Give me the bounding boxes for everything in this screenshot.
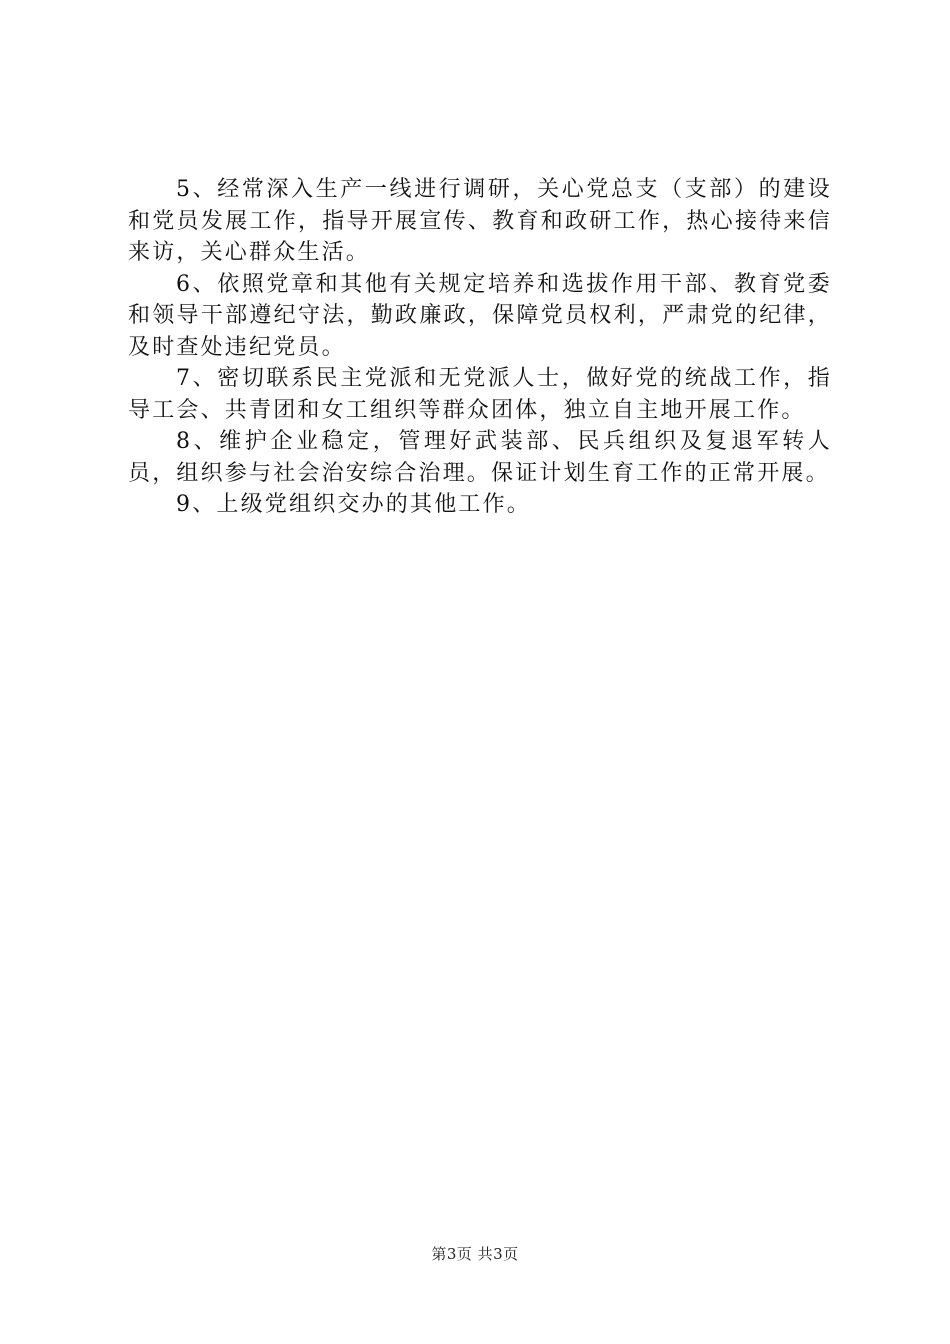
paragraph-item-7: 7、密切联系民主党派和无党派人士，做好党的统战工作，指导工会、共青团和女工组织等群众团体，独立自主地开展工作。 [128,366,832,423]
paragraph-item-8: 8、维护企业稳定，管理好武装部、民兵组织及复退军转人员，组织参与社会治安综合治理。保证计划生育工作的正常开展。 [128,429,832,486]
document-body [128,174,832,521]
paragraph-item-9: 9、上级党组织交办的其他工作。 [176,492,531,517]
paragraph-item-5: 5、经常深入生产一线进行调研，关心党总支（支部）的建设和党员发展工作，指导开展宣传、教育和政研工作，热心接待来信来访，关心群众生活。 [128,177,832,265]
paragraph-item-6: 6、依照党章和其他有关规定培养和选拔作用干部、教育党委和领导干部遵纪守法，勤政廉政，保障党员权利，严肃党的纪律，及时查处违纪党员。 [128,271,832,360]
page-number-footer: 第3页 共3页 [431,1245,519,1263]
